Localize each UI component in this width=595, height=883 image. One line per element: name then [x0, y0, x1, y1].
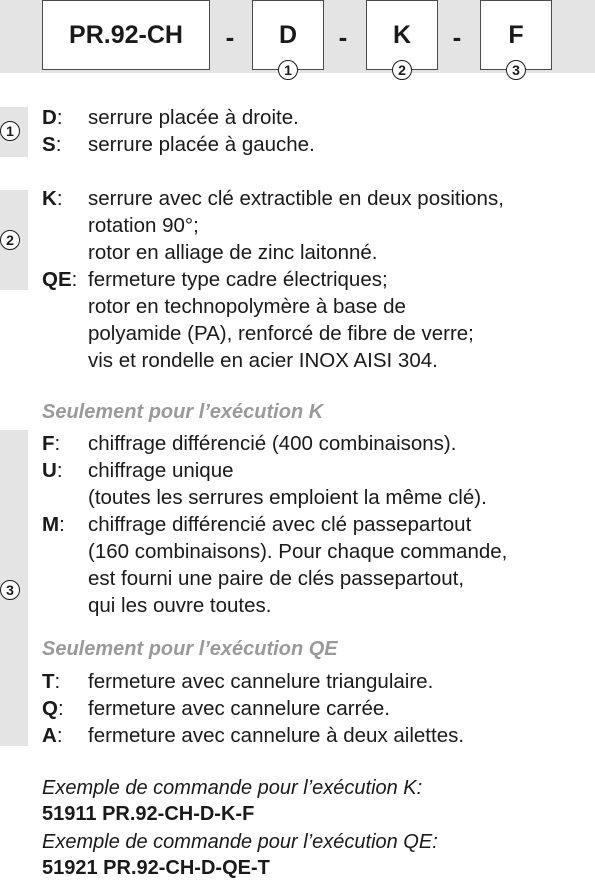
- example-k-label: Exemple de commande pour l’exécution K:: [42, 777, 423, 799]
- option-d: D: serrure placée à droite.: [42, 106, 299, 129]
- option-text: chiffrage unique: [88, 459, 234, 482]
- code-marker-2: 2: [392, 60, 412, 80]
- option-k: K: serrure avec clé extractible en deux positions,: [42, 187, 504, 210]
- option-qe: QE: fermeture type cadre électriques;: [42, 268, 388, 291]
- option-text: fermeture avec cannelure triangulaire.: [88, 670, 434, 693]
- option-text: qui les ouvre toutes.: [88, 594, 272, 617]
- example-qe-code: 51921 PR.92-CH-D-QE-T: [42, 857, 270, 879]
- code-separator: -: [225, 22, 235, 52]
- code-model: PR.92-CH: [69, 20, 183, 49]
- option-text: serrure placée à droite.: [88, 106, 299, 129]
- option-text: fermeture type cadre électriques;: [88, 268, 388, 291]
- option-u: U: chiffrage unique: [42, 459, 234, 482]
- option-key: T: [42, 670, 55, 693]
- option-text: chiffrage différencié (400 combinaisons).: [88, 432, 457, 455]
- option-text: rotation 90°;: [88, 214, 199, 237]
- option-key: A: [42, 724, 57, 747]
- option-key: Q: [42, 697, 58, 720]
- option-key: S: [42, 133, 56, 156]
- option-text: polyamide (PA), renforcé de fibre de verre;: [88, 322, 474, 345]
- option-key: M: [42, 513, 60, 536]
- code-box-model: [42, 0, 210, 70]
- option-text: chiffrage différencié avec clé passepartout: [88, 513, 472, 536]
- code-marker-1: 1: [278, 60, 298, 80]
- option-text: vis et rondelle en acier INOX AISI 304.: [88, 349, 438, 372]
- section-3-sidebar: [0, 430, 28, 746]
- option-key: U: [42, 459, 57, 482]
- code-marker-3: 3: [506, 60, 526, 80]
- option-f: F: chiffrage différencié (400 combinaisons).: [42, 432, 457, 455]
- option-t: T: fermeture avec cannelure triangulaire.: [42, 670, 434, 693]
- option-text: rotor en technopolymère à base de: [88, 295, 406, 318]
- option-text: est fourni une paire de clés passepartout,: [88, 567, 465, 590]
- code-option-1: D: [278, 20, 298, 49]
- code-separator: -: [338, 22, 348, 52]
- option-text: serrure avec clé extractible en deux positions,: [88, 187, 504, 210]
- code-bar: [0, 0, 595, 78]
- option-s: S: serrure placée à gauche.: [42, 133, 315, 156]
- example-qe-label: Exemple de commande pour l’exécution QE:: [42, 831, 438, 853]
- option-text: fermeture avec cannelure carrée.: [88, 697, 390, 720]
- section-1-sidebar: [0, 107, 28, 157]
- option-text: rotor en alliage de zinc laitonné.: [88, 241, 378, 264]
- option-text: (160 combinaisons). Pour chaque commande,: [88, 540, 508, 563]
- code-option-2: K: [392, 20, 412, 49]
- option-key: F: [42, 432, 55, 455]
- option-text: fermeture avec cannelure à deux ailettes.: [88, 724, 465, 747]
- subheading-execution-k: Seulement pour l’exécution K: [42, 401, 324, 423]
- subheading-execution-qe: Seulement pour l’exécution QE: [42, 638, 338, 660]
- section-3-marker: 3: [0, 580, 20, 600]
- option-a: A: fermeture avec cannelure à deux ailettes.: [42, 724, 465, 747]
- option-key: K: [42, 187, 57, 210]
- code-separator: -: [452, 22, 462, 52]
- option-text: serrure placée à gauche.: [88, 133, 315, 156]
- section-1-marker: 1: [0, 121, 20, 141]
- option-m: M: chiffrage différencié avec clé passepartout: [42, 513, 472, 536]
- section-2-sidebar: [0, 190, 28, 290]
- code-option-3: F: [508, 20, 524, 49]
- section-2-marker: 2: [0, 230, 20, 250]
- option-key: D: [42, 106, 57, 129]
- example-k-code: 51911 PR.92-CH-D-K-F: [42, 803, 255, 825]
- option-key: QE: [42, 268, 72, 291]
- option-q: Q: fermeture avec cannelure carrée.: [42, 697, 390, 720]
- option-text: (toutes les serrures emploient la même clé).: [88, 486, 487, 509]
